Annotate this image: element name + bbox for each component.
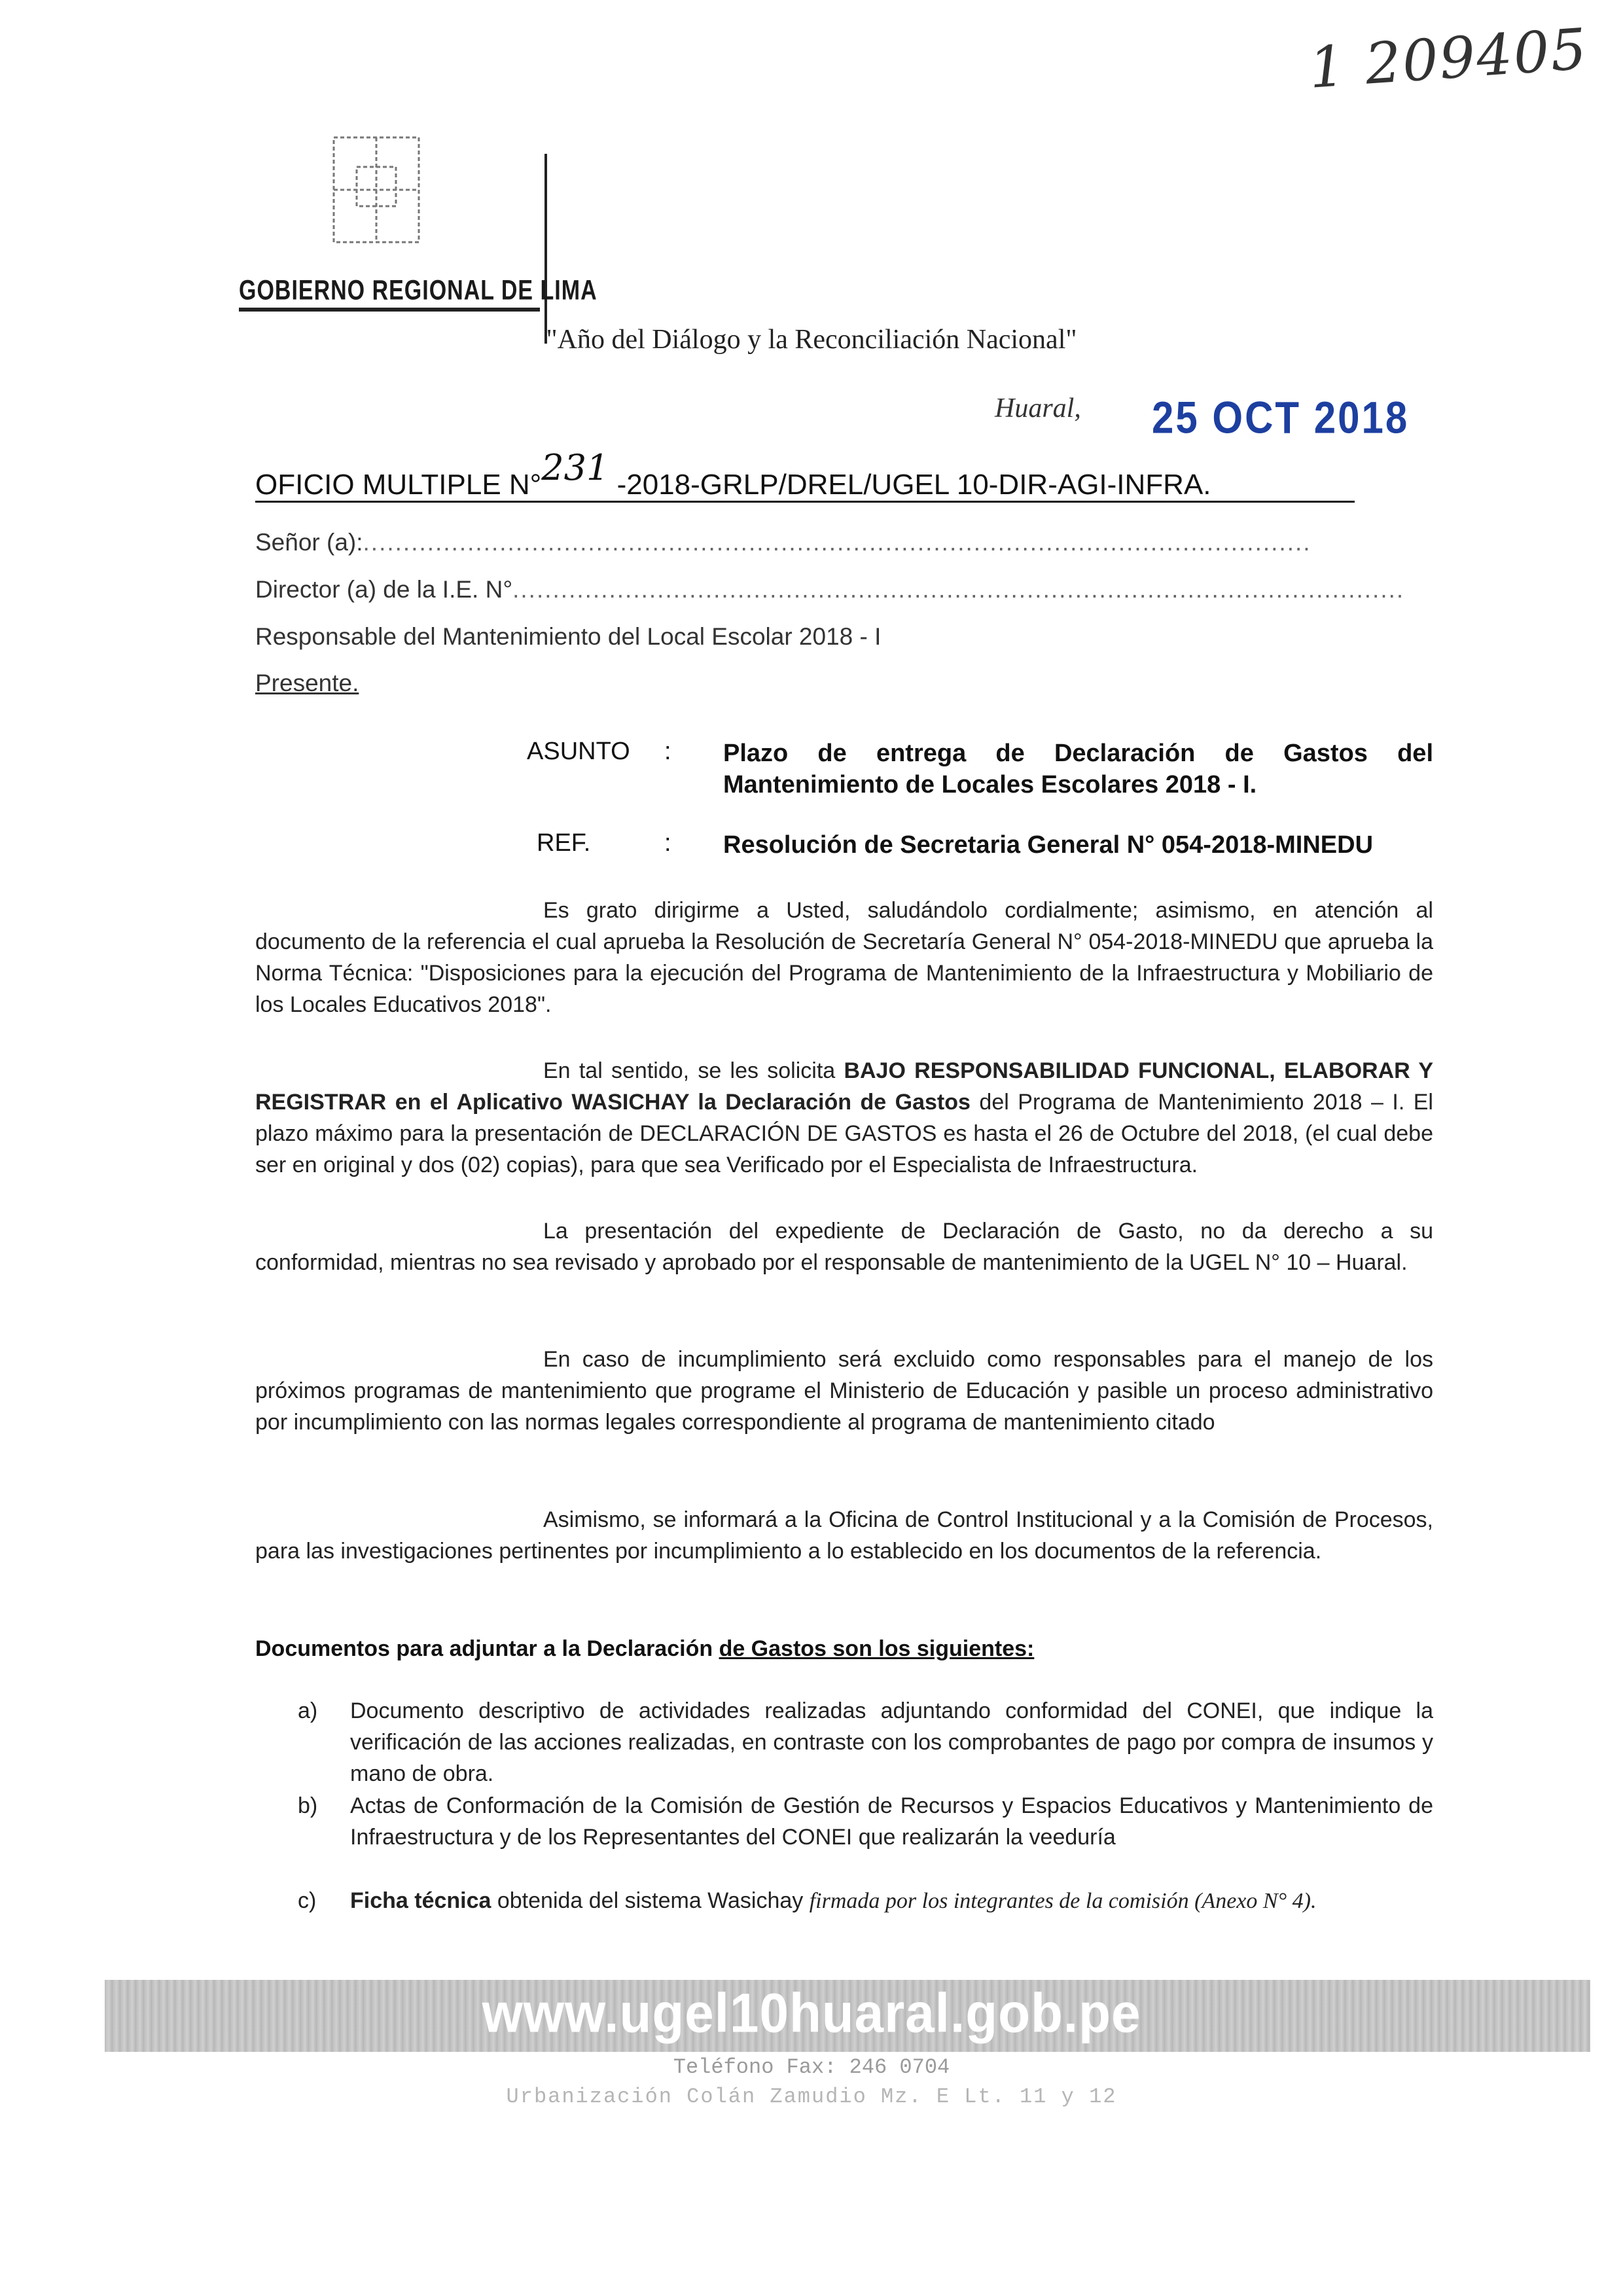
documents-item-b bbox=[298, 1790, 1433, 1853]
regional-crest-logo bbox=[321, 131, 432, 249]
government-name: GOBIERNO REGIONAL DE LIMA bbox=[239, 275, 597, 306]
body-paragraph-2-rest: del Programa de Mantenimiento 2018 – I. El plazo máximo para la presentación de DECLARACIÓN DE GASTOS es hasta el 26 de Octubre del 2018, (el cual debe ser en original y dos (02) copias), para que sea Verificado por el Especialista de Infraestructura. bbox=[255, 1090, 1433, 1177]
asunto-label: ASUNTO bbox=[527, 738, 630, 765]
addressee-senor bbox=[255, 529, 1311, 556]
oficio-reference-line bbox=[255, 447, 1211, 503]
addressee-director-label: Director (a) de la I.E. N° bbox=[255, 576, 513, 603]
oficio-prefix: OFICIO MULTIPLE N° bbox=[255, 469, 542, 501]
asunto-text: Plazo de entrega de Declaración de Gastos del Mantenimiento de Locales Escolares 2018 - I. bbox=[723, 740, 1433, 798]
addressee-director bbox=[255, 576, 1404, 603]
ref-text: Resolución de Secretaria General N° 054-2018-MINEDU bbox=[723, 831, 1374, 859]
list-item-italic: firmada por los integrantes de la comisión (Anexo N° 4). bbox=[809, 1889, 1317, 1913]
list-letter: b) bbox=[298, 1793, 318, 1818]
body-paragraph-4 bbox=[255, 1344, 1433, 1438]
body-paragraph-4-text: En caso de incumplimiento será excluido como responsables para el manejo de los próximos programas de mantenimiento que programe el Ministerio de Educación y pasible un proceso administrativo por incumplimiento con las normas legales correspondiente al programa de mantenimiento citado bbox=[255, 1347, 1433, 1435]
list-item-text: Documento descriptivo de actividades realizadas adjuntando conformidad del CONEI, que indique la verificación de las acciones realizadas, en contraste con los comprobantes de pago por compra de insumos y mano de obra. bbox=[350, 1698, 1433, 1786]
list-item-plain: obtenida del sistema Wasichay bbox=[491, 1888, 810, 1913]
documents-item-a bbox=[298, 1695, 1433, 1789]
documents-item-c bbox=[298, 1885, 1433, 1917]
documents-title-underlined: de Gastos son los siguientes: bbox=[719, 1636, 1035, 1661]
body-paragraph-1-text: Es grato dirigirme a Usted, saludándolo cordialmente; asimismo, en atención al documento de la referencia el cual aprueba la Resolución de Secretaría General N° 054-2018-MINEDU que aprueba la Norma Técnica: "Disposiciones para la ejecución del Programa de Mantenimiento de la Infraestructura y Mobiliario de los Locales Educativos 2018". bbox=[255, 898, 1433, 1017]
footer-website: www.ugel10huaral.gob.pe bbox=[482, 1982, 1141, 2044]
ref-colon: : bbox=[664, 829, 671, 857]
list-item-text: Actas de Conformación de la Comisión de Gestión de Recursos y Espacios Educativos y Mantenimiento de Infraestructura y de los Representantes del CONEI que realizarán la veeduría bbox=[350, 1793, 1433, 1850]
date-city: Huaral, bbox=[995, 393, 1081, 423]
footer-phone: Teléfono Fax: 246 0704 bbox=[673, 2055, 950, 2079]
body-paragraph-2 bbox=[255, 1055, 1433, 1181]
registry-number-handwritten: 1 209405 bbox=[1307, 16, 1590, 101]
documents-title-start: Documentos para adjuntar a la Declaración bbox=[255, 1636, 719, 1661]
addressee-responsable: Responsable del Mantenimiento del Local Escolar 2018 - I bbox=[255, 623, 882, 650]
body-paragraph-5 bbox=[255, 1504, 1433, 1567]
year-motto: "Año del Diálogo y la Reconciliación Nacional" bbox=[546, 325, 1077, 355]
fill-dots: ............................................................................................................... bbox=[512, 576, 1405, 603]
list-item-text bbox=[350, 1885, 1433, 1917]
body-paragraph-3-text: La presentación del expediente de Declaración de Gasto, no da derecho a su conformidad, mientras no sea revisado y aprobado por el responsable de mantenimiento de la UGEL N° 10 – Huaral. bbox=[255, 1219, 1433, 1275]
body-paragraph-3 bbox=[255, 1215, 1433, 1278]
oficio-number-handwritten: 231 bbox=[541, 447, 609, 488]
documents-title bbox=[255, 1636, 1034, 1662]
addressee-presente: Presente. bbox=[255, 670, 359, 696]
government-underline bbox=[239, 308, 540, 312]
ref-label: REF. bbox=[537, 829, 591, 857]
list-letter: c) bbox=[298, 1888, 317, 1913]
fill-dots: ...................................................................................................................... bbox=[363, 529, 1311, 556]
body-paragraph-2-intro: En tal sentido, se les solicita bbox=[543, 1058, 844, 1083]
list-letter: a) bbox=[298, 1698, 318, 1723]
body-paragraph-5-text: Asimismo, se informará a la Oficina de Control Institucional y a la Comisión de Procesos, para las investigaciones pertinentes por incumplimiento a lo establecido en los documentos de la referencia. bbox=[255, 1507, 1433, 1564]
header-divider-line bbox=[544, 154, 547, 344]
addressee-senor-label: Señor (a): bbox=[255, 529, 363, 556]
oficio-suffix: -2018-GRLP/DREL/UGEL 10-DIR-AGI-INFRA. bbox=[616, 469, 1211, 501]
oficio-underline bbox=[255, 501, 1355, 503]
asunto-colon: : bbox=[664, 738, 671, 765]
list-item-bold: Ficha técnica bbox=[350, 1888, 491, 1913]
footer-address: Urbanización Colán Zamudio Mz. E Lt. 11 y 12 bbox=[506, 2085, 1117, 2109]
date-received-stamp: 25 OCT 2018 bbox=[1152, 392, 1410, 443]
body-paragraph-2-emphasis: BAJO RESPONSABILIDAD FUNCIONAL, ELABORAR Y REGISTRAR en el Aplicativo WASICHAY la Declaración de Gastos bbox=[255, 1058, 1433, 1115]
body-paragraph-1 bbox=[255, 895, 1433, 1020]
